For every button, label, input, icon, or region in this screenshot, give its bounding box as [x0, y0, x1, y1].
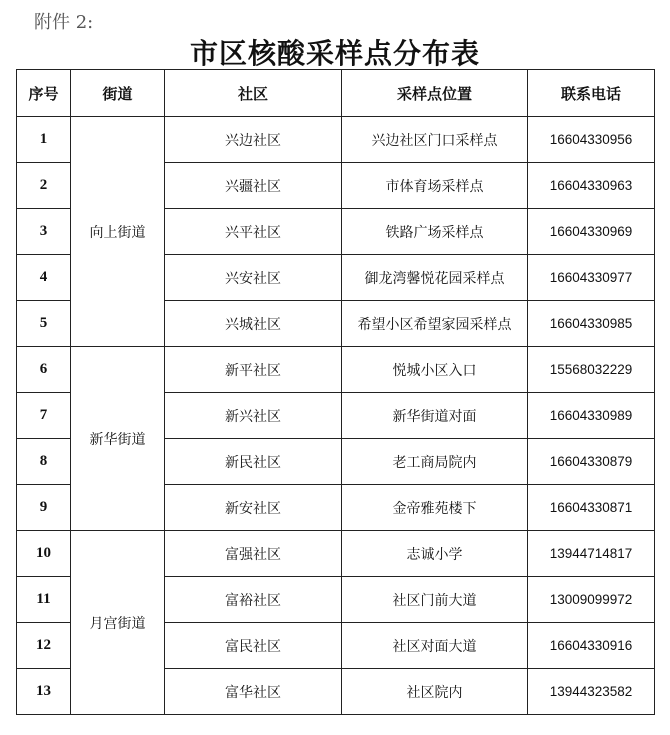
contact-phone: 16604330985	[528, 301, 655, 347]
site-location: 御龙湾馨悦花园采样点	[342, 255, 528, 301]
header-phone: 联系电话	[528, 70, 655, 117]
row-number: 5	[17, 301, 71, 347]
attachment-label: 附件 2:	[34, 12, 94, 33]
site-location: 希望小区希望家园采样点	[342, 301, 528, 347]
row-number: 3	[17, 209, 71, 255]
row-number: 8	[17, 439, 71, 485]
contact-phone: 16604330969	[528, 209, 655, 255]
table-row	[17, 531, 655, 577]
table-row	[17, 117, 655, 163]
site-location: 市体育场采样点	[342, 163, 528, 209]
sampling-site-table	[16, 69, 655, 715]
contact-phone: 16604330871	[528, 485, 655, 531]
community-name: 富裕社区	[165, 577, 342, 623]
street-name: 新华街道	[71, 347, 165, 531]
page-title: 市区核酸采样点分布表	[189, 37, 480, 70]
community-name: 新民社区	[165, 439, 342, 485]
site-location: 社区门前大道	[342, 577, 528, 623]
row-number: 7	[17, 393, 71, 439]
community-name: 兴安社区	[165, 255, 342, 301]
row-number: 12	[17, 623, 71, 669]
contact-phone: 16604330956	[528, 117, 655, 163]
contact-phone: 15568032229	[528, 347, 655, 393]
table-body	[17, 117, 655, 715]
site-location: 悦城小区入口	[342, 347, 528, 393]
community-name: 兴疆社区	[165, 163, 342, 209]
community-name: 兴城社区	[165, 301, 342, 347]
row-number: 9	[17, 485, 71, 531]
row-number: 4	[17, 255, 71, 301]
contact-phone: 16604330989	[528, 393, 655, 439]
contact-phone: 13944714817	[528, 531, 655, 577]
community-name: 新兴社区	[165, 393, 342, 439]
site-location: 铁路广场采样点	[342, 209, 528, 255]
community-name: 兴平社区	[165, 209, 342, 255]
community-name: 新安社区	[165, 485, 342, 531]
site-location: 社区院内	[342, 669, 528, 715]
site-location: 新华街道对面	[342, 393, 528, 439]
site-location: 兴边社区门口采样点	[342, 117, 528, 163]
community-name: 新平社区	[165, 347, 342, 393]
street-name: 向上街道	[71, 117, 165, 347]
community-name: 富民社区	[165, 623, 342, 669]
community-name: 兴边社区	[165, 117, 342, 163]
row-number: 10	[17, 531, 71, 577]
contact-phone: 13009099972	[528, 577, 655, 623]
row-number: 11	[17, 577, 71, 623]
site-location: 老工商局院内	[342, 439, 528, 485]
contact-phone: 16604330963	[528, 163, 655, 209]
header-street: 街道	[71, 70, 165, 117]
row-number: 2	[17, 163, 71, 209]
table-header-row	[17, 70, 655, 117]
contact-phone: 16604330879	[528, 439, 655, 485]
contact-phone: 16604330977	[528, 255, 655, 301]
table-row	[17, 347, 655, 393]
site-location: 金帝雅苑楼下	[342, 485, 528, 531]
site-location: 社区对面大道	[342, 623, 528, 669]
contact-phone: 13944323582	[528, 669, 655, 715]
header-number: 序号	[17, 70, 71, 117]
row-number: 1	[17, 117, 71, 163]
header-community: 社区	[165, 70, 342, 117]
site-location: 志诚小学	[342, 531, 528, 577]
contact-phone: 16604330916	[528, 623, 655, 669]
row-number: 6	[17, 347, 71, 393]
street-name: 月宫街道	[71, 531, 165, 715]
community-name: 富强社区	[165, 531, 342, 577]
community-name: 富华社区	[165, 669, 342, 715]
header-site-location: 采样点位置	[342, 70, 528, 117]
row-number: 13	[17, 669, 71, 715]
